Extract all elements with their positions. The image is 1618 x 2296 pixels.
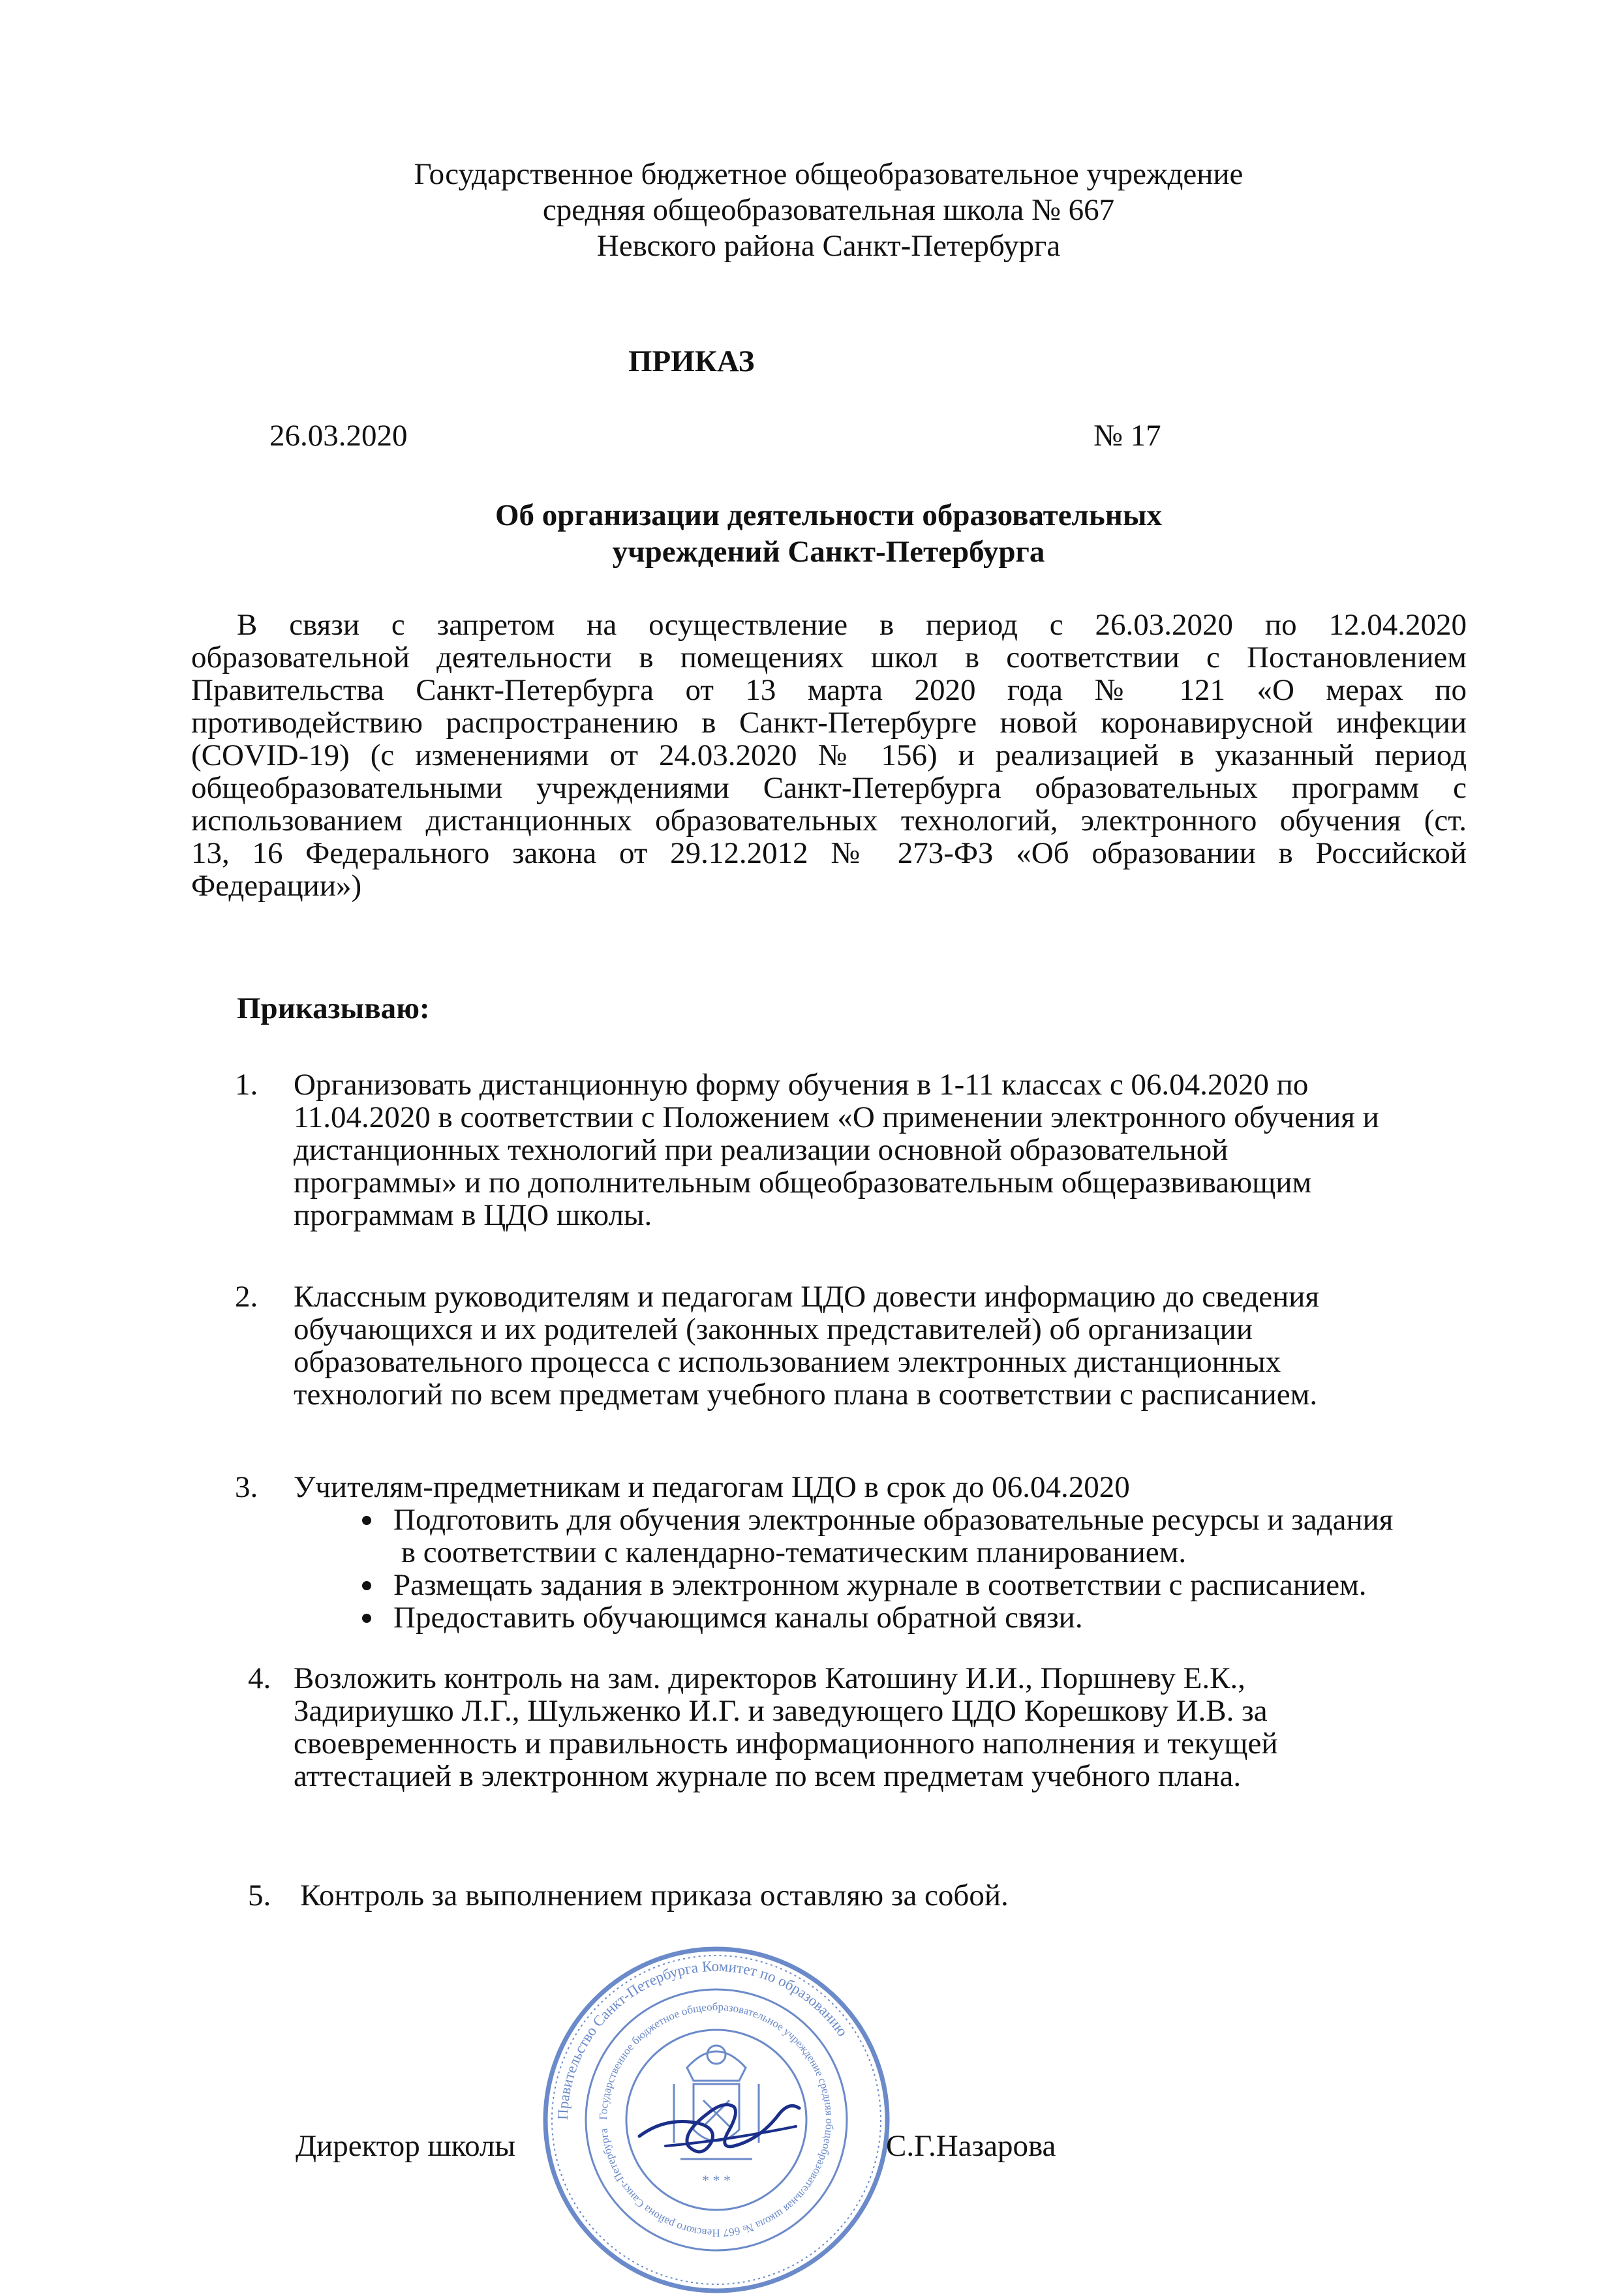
signer-position: Директор школы — [296, 2129, 516, 2163]
item-text-line: аттестацией в электронном журнале по всем предметам учебного плана. — [294, 1759, 1242, 1793]
item-text-line: Классным руководителям и педагогам ЦДО довести информацию до сведения — [294, 1280, 1320, 1314]
org-line-1: Государственное бюджетное общеобразовательное учреждение — [414, 157, 1244, 191]
item-text-line: образовательного процесса с использованием электронных дистанционных — [294, 1345, 1281, 1379]
stamp-inner-ring-text: Государственное бюджетное общеобразовательное учреждение средняя общеобразовательная школа № 667 Невского района Санкт-Петербурга — [596, 2000, 836, 2240]
item-text-line: Учителям-предметникам и педагогам ЦДО в срок до 06.04.2020 — [294, 1470, 1130, 1504]
bullet-text-line: Размещать задания в электронном журнале в соответствии с расписанием. — [393, 1568, 1367, 1602]
signer-name: С.Г.Назарова — [886, 2129, 1056, 2163]
preamble-line: использованием дистанционных образовательных технологий, электронного обучения (ст. — [191, 804, 1467, 838]
handwritten-signature — [626, 2074, 822, 2166]
item-number: 3. — [235, 1470, 258, 1504]
bullet-text-line: в соответствии с календарно-тематическим планированием. — [393, 1535, 1187, 1569]
item-text-line: Контроль за выполнением приказа оставляю за собой. — [300, 1879, 1009, 1912]
preamble-line: общеобразовательными учреждениями Санкт-Петербурга образовательных программ с — [191, 771, 1467, 805]
doc-number: № 17 — [1093, 419, 1161, 453]
stamp-outer-ring-text: Правительство Санкт-Петербурга Комитет по образованию — [554, 1957, 851, 2121]
bullet-icon — [362, 1581, 371, 1590]
bullet-icon — [362, 1516, 371, 1525]
bullet-icon — [362, 1614, 371, 1623]
item-text-line: Организовать дистанционную форму обучения в 1-11 классах с 06.04.2020 по — [294, 1068, 1309, 1102]
preamble-line: (COVID-19) (с изменениями от 24.03.2020 № 156) и реализацией в указанный период — [191, 738, 1467, 772]
doc-date: 26.03.2020 — [269, 419, 408, 453]
org-line-3: Невского района Санкт-Петербурга — [596, 229, 1061, 263]
item-text-line: 11.04.2020 в соответствии с Положением «О применении электронного обучения и — [294, 1100, 1379, 1134]
order-word: Приказываю: — [237, 991, 430, 1025]
org-line-2: средняя общеобразовательная школа № 667 — [542, 193, 1115, 227]
bullet-text-line: Предоставить обучающимся каналы обратной связи. — [393, 1601, 1083, 1635]
item-text-line: Возложить контроль на зам. директоров Катошину И.И., Поршневу Е.К., — [294, 1661, 1245, 1695]
preamble-line: Федерации») — [191, 869, 362, 903]
preamble-line: В связи с запретом на осуществление в период с 26.03.2020 по 12.04.2020 — [237, 608, 1467, 642]
item-number: 1. — [235, 1068, 258, 1102]
organization-header — [0, 157, 1618, 264]
subject-heading — [0, 497, 1618, 570]
preamble-line: противодействию распространению в Санкт-Петербурге новой коронавирусной инфекции — [191, 706, 1467, 740]
item-text-line: Задириушко Л.Г., Шульженко И.Г. и заведующего ЦДО Корешкову И.В. за — [294, 1694, 1268, 1728]
item-text-line: программам в ЦДО школы. — [294, 1198, 652, 1232]
item-text-line: программы» и по дополнительным общеобразовательным общеразвивающим — [294, 1166, 1312, 1200]
subject-line-1: Об организации деятельности образовательных — [495, 498, 1163, 532]
subject-line-2: учреждений Санкт-Петербурга — [612, 535, 1045, 569]
preamble-line: 13, 16 Федерального закона от 29.12.2012 № 273-ФЗ «Об образовании в Российской — [191, 836, 1467, 870]
svg-text:* * *: * * * — [702, 2172, 731, 2188]
item-text-line: своевременность и правильность информационного наполнения и текущей — [294, 1727, 1278, 1760]
preamble-line: Правительства Санкт-Петербурга от 13 марта 2020 года № 121 «О мерах по — [191, 673, 1467, 707]
item-number: 4. — [248, 1661, 271, 1695]
preamble-line: образовательной деятельности в помещениях школ в соответствии с Постановлением — [191, 641, 1467, 674]
item-number: 2. — [235, 1280, 258, 1314]
item-text-line: технологий по всем предметам учебного плана в соответствии с расписанием. — [294, 1378, 1318, 1412]
doc-type-title: ПРИКАЗ — [628, 344, 755, 378]
item-text-line: дистанционных технологий при реализации основной образовательной — [294, 1133, 1229, 1167]
item-text-line: обучающихся и их родителей (законных представителей) об организации — [294, 1312, 1253, 1346]
bullet-text-line: Подготовить для обучения электронные образовательные ресурсы и задания — [393, 1503, 1394, 1537]
item-number: 5. — [248, 1879, 271, 1912]
